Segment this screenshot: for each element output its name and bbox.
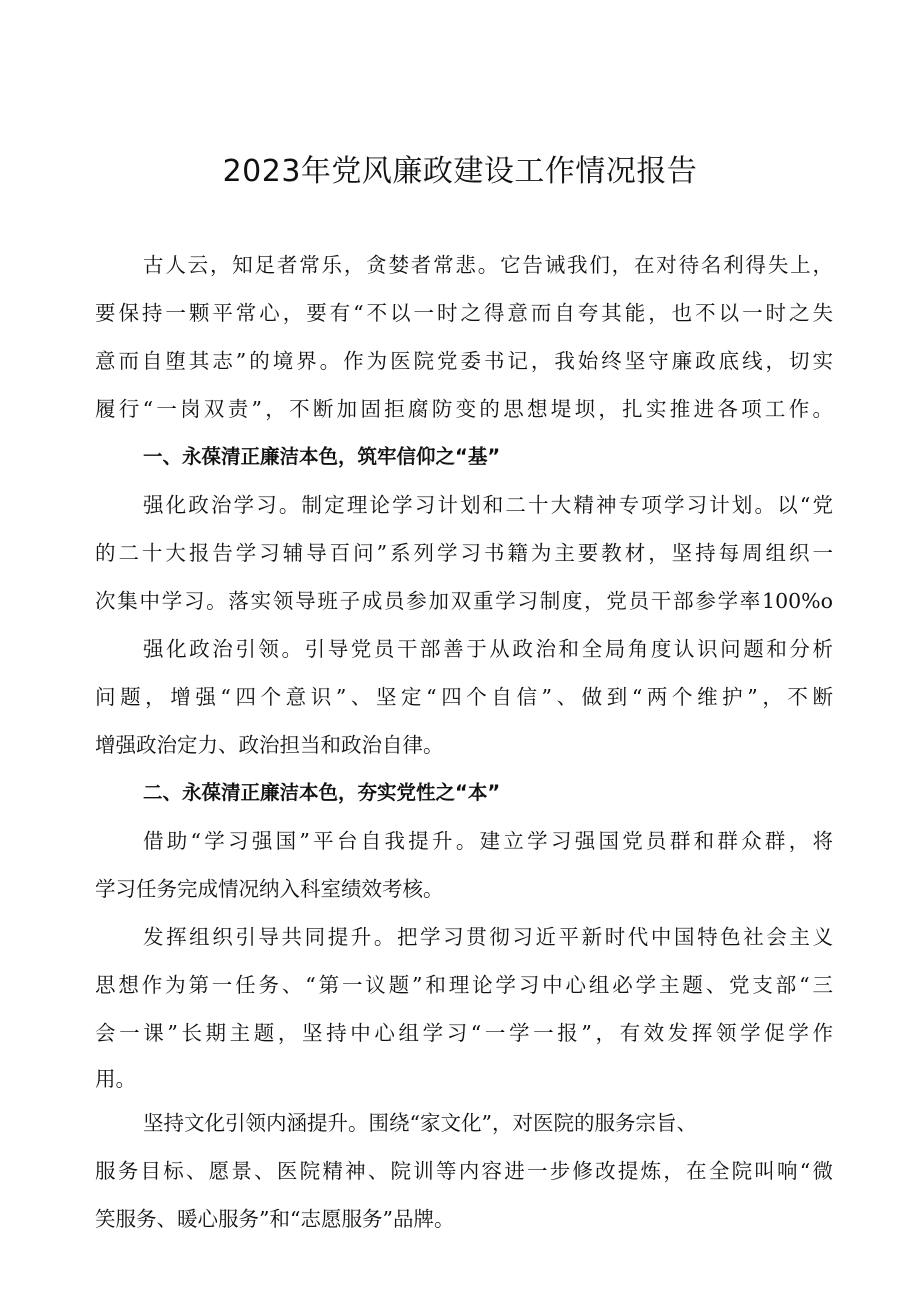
paragraph-line: 思想作为第一任务、“第一议题”和理论学习中心组必学主题、党支部“三 <box>95 973 833 997</box>
paragraph-line: 要保持一颗平常心，要有“不以一时之得意而自夸其能，也不以一时之失 <box>95 301 833 325</box>
paragraph-line: 学习任务完成情况纳入科室绩效考核。 <box>95 877 444 901</box>
paragraph-line: 增强政治定力、政治担当和政治自律。 <box>95 733 444 757</box>
paragraph-line: 履行“一岗双责”，不断加固拒腐防变的思想堤坝，扎实推进各项工作。 <box>95 397 833 421</box>
paragraph-line: 服务目标、愿景、医院精神、院训等内容进一步修改提炼，在全院叫响“微 <box>95 1159 833 1183</box>
section-heading: 二、永葆清正廉洁本色，夯实党性之“本” <box>143 781 501 804</box>
paragraph-line: 意而自堕其志”的境界。作为医院党委书记，我始终坚守廉政底线，切实 <box>95 349 833 373</box>
paragraph-line: 会一课”长期主题，坚持中心组学习“一学一报”，有效发挥领学促学作 <box>95 1021 833 1045</box>
paragraph-line: 的二十大报告学习辅导百问”系列学习书籍为主要教材，坚持每周组织一 <box>95 541 833 565</box>
paragraph-line: 发挥组织引导共同提升。把学习贯彻习近平新时代中国特色社会主义 <box>143 925 833 949</box>
document-title: 2023年党风廉政建设工作情况报告 <box>222 154 698 189</box>
paragraph-line: 强化政治引领。引导党员干部善于从政治和全局角度认识问题和分析 <box>143 637 833 661</box>
paragraph-line: 坚持文化引领内涵提升。围绕“家文化”，对医院的服务宗旨、 <box>143 1111 697 1135</box>
paragraph-line: 次集中学习。落实领导班子成员参加双重学习制度，党员干部参学率100%o <box>95 589 833 613</box>
paragraph-line: 问题，增强“四个意识”、坚定“四个自信”、做到“两个维护”，不断 <box>95 685 833 709</box>
section-heading: 一、永葆清正廉洁本色，筑牢信仰之“基” <box>143 445 501 468</box>
paragraph-line: 古人云，知足者常乐，贪婪者常悲。它告诫我们，在对待名利得失上， <box>143 253 833 277</box>
paragraph-line: 用。 <box>95 1067 136 1091</box>
paragraph-line: 借助“学习强国”平台自我提升。建立学习强国党员群和群众群，将 <box>143 829 833 853</box>
paragraph-line: 笑服务、暖心服务”和“志愿服务”品牌。 <box>95 1207 455 1231</box>
paragraph-line: 强化政治学习。制定理论学习计划和二十大精神专项学习计划。以“党 <box>143 493 833 517</box>
